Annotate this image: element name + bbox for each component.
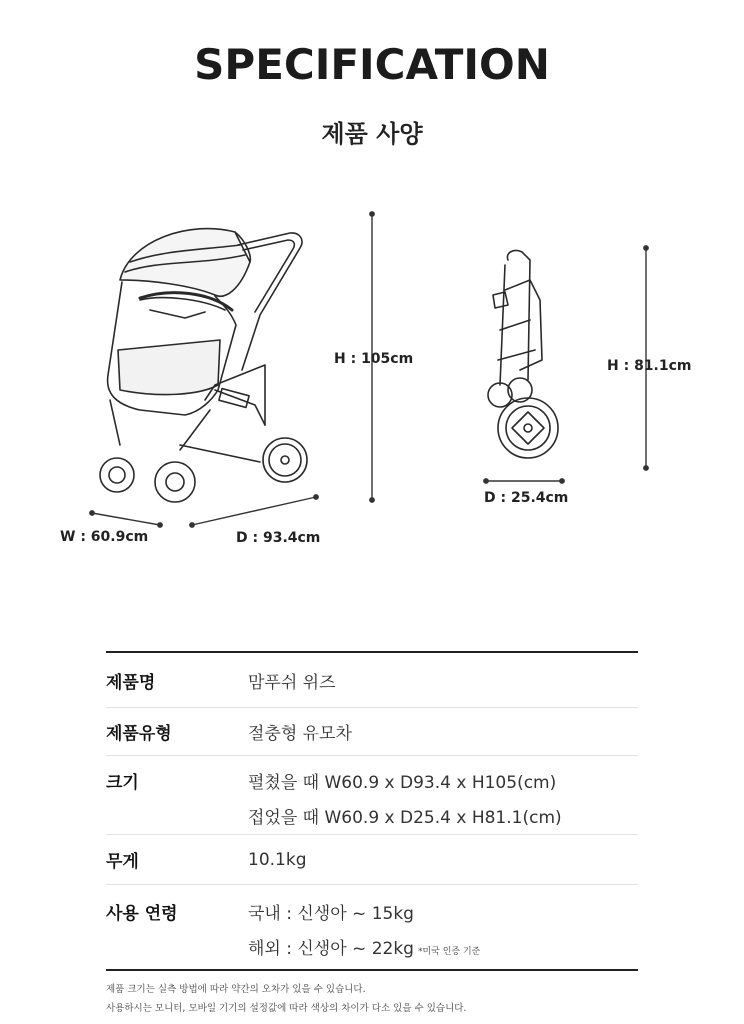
folded-stroller-drawing xyxy=(488,250,558,458)
stroller-illustrations xyxy=(0,200,744,550)
spec-row-size xyxy=(106,756,638,835)
footnote-1: 제품 크기는 실측 방법에 따라 약간의 오차가 있을 수 있습니다. xyxy=(106,984,366,995)
spec-row-name xyxy=(106,653,638,708)
open-height-label: H : 105cm xyxy=(334,351,414,367)
spec-row-age xyxy=(106,885,638,971)
folded-depth-label: D : 25.4cm xyxy=(484,490,569,506)
spec-value: 10.1kg xyxy=(248,849,307,870)
footnote-2: 사용하시는 모니터, 모바일 기기의 설정값에 따라 색상의 차이가 다소 있을 수 있습니다. xyxy=(106,1003,467,1014)
spec-label: 크기 xyxy=(106,773,139,793)
spec-value: 맘푸쉬 위즈 xyxy=(248,672,336,693)
folded-height-label: H : 81.1cm xyxy=(607,358,692,374)
spec-label: 제품유형 xyxy=(106,724,172,744)
age-domestic-value: 국내 : 신생아 ~ 15kg xyxy=(248,904,414,924)
open-depth-label: D : 93.4cm xyxy=(236,530,321,546)
spec-label: 무게 xyxy=(106,852,139,872)
footnotes xyxy=(106,980,466,1018)
age-overseas-value: 해외 : 신생아 ~ 22kg xyxy=(248,939,414,959)
age-overseas-note: *미국 인증 기준 xyxy=(417,947,481,957)
size-folded-value: 접었을 때 W60.9 x D25.4 x H81.1(cm) xyxy=(248,808,562,828)
page-subtitle: 제품 사양 xyxy=(321,120,423,148)
open-width-label: W : 60.9cm xyxy=(60,529,149,545)
spec-value xyxy=(248,768,638,828)
spec-value: 절충형 유모차 xyxy=(248,724,352,744)
page-title: SPECIFICATION xyxy=(194,40,550,89)
spec-label: 사용 연령 xyxy=(106,904,178,924)
spec-table xyxy=(106,651,638,971)
spec-value xyxy=(248,899,638,959)
spec-row-type xyxy=(106,708,638,756)
spec-row-weight xyxy=(106,835,638,885)
age-overseas-line xyxy=(248,934,638,959)
spec-label: 제품명 xyxy=(106,672,156,693)
open-stroller-drawing xyxy=(100,229,307,502)
size-open-value: 펼쳤을 때 W60.9 x D93.4 x H105(cm) xyxy=(248,773,557,793)
